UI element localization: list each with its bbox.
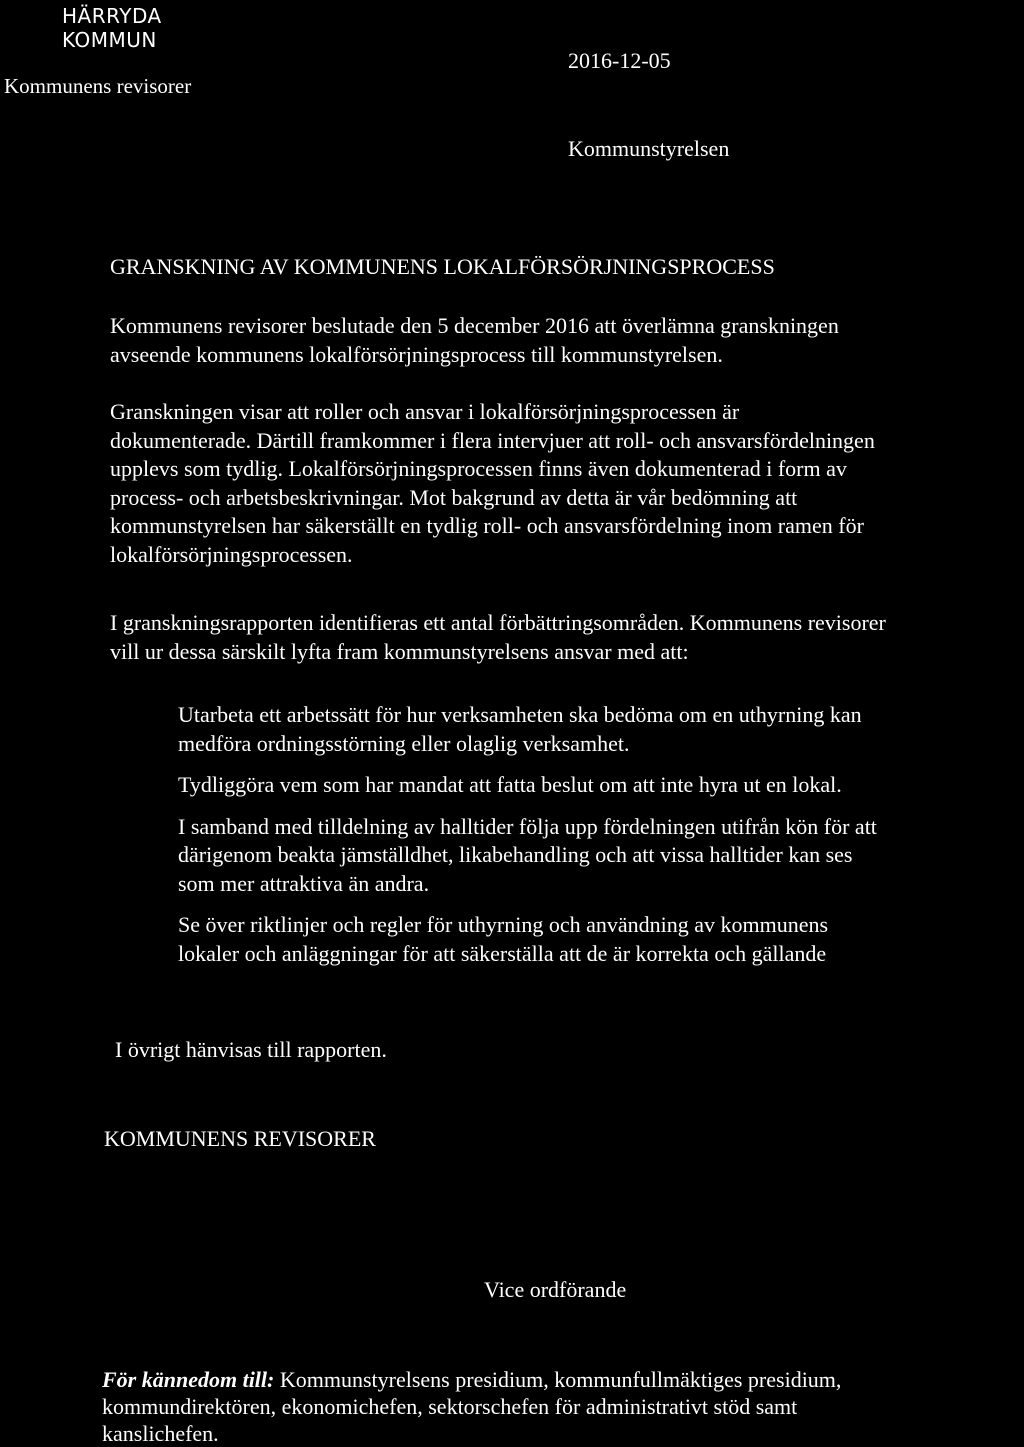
paragraph-line: vill ur dessa särskilt lyfta fram kommunstyrelsens ansvar med att:: [110, 638, 689, 664]
list-item-line: Utarbeta ett arbetssätt för hur verksamheten ska bedöma om en uthyrning kan: [178, 702, 862, 727]
list-item: [178, 911, 1018, 968]
sender: Kommunens revisorer: [4, 74, 192, 98]
paragraph-line: Kommunens revisorer beslutade den 5 december 2016 att överlämna granskningen: [110, 313, 839, 338]
paragraph-line: process- och arbetsbeskrivningar. Mot bakgrund av detta är vår bedömning att: [110, 484, 798, 510]
paragraph-line: dokumenterade. Därtill framkommer i flera intervjuer att roll- och ansvarsfördelningen: [110, 427, 875, 453]
cc-first-line: [102, 1366, 841, 1393]
paragraph-improvements: [110, 609, 1022, 666]
cc-line: kommundirektören, ekonomichefen, sektorschefen för administrativt stöd samt: [102, 1394, 798, 1419]
copy-recipients: [102, 1366, 841, 1447]
list-item: [178, 771, 1018, 800]
cc-line: kanslichefen.: [102, 1421, 219, 1446]
recipient: Kommunstyrelsen: [568, 136, 730, 161]
signature-organization: KOMMUNENS REVISORER: [104, 1126, 376, 1151]
paragraph-line: lokalförsörjningsprocessen.: [110, 541, 353, 567]
closing-remark: I övrigt hänvisas till rapporten.: [115, 1037, 387, 1062]
cc-label: För kännedom till:: [102, 1367, 275, 1392]
logo: [62, 4, 162, 52]
list-item-line: medföra ordningsstörning eller olaglig verksamhet.: [178, 730, 630, 756]
list-item: [178, 701, 1018, 758]
paragraph-decision: [110, 312, 1022, 369]
paragraph-findings: [110, 398, 1022, 569]
list-item-line: lokaler och anläggningar för att säkerställa att de är korrekta och gällande: [178, 940, 827, 966]
signature-role: Vice ordförande: [484, 1277, 627, 1302]
list-item-line: Se över riktlinjer och regler för uthyrning och användning av kommunens: [178, 912, 829, 937]
logo-line-2: KOMMUN: [62, 28, 157, 52]
list-item-line: Tydliggöra vem som har mandat att fatta beslut om att inte hyra ut en lokal.: [178, 772, 842, 797]
list-item-line: I samband med tilldelning av halltider följa upp fördelningen utifrån kön för att: [178, 813, 877, 839]
improvement-list: [178, 701, 1018, 981]
list-item-line: därigenom beakta jämställdhet, likabehandling och att vissa halltider kan ses: [178, 842, 853, 867]
list-item-line: som mer attraktiva än andra.: [178, 870, 430, 896]
date: 2016-12-05: [568, 48, 671, 73]
paragraph-line: kommunstyrelsen har säkerställt en tydlig roll- och ansvarsfördelning inom ramen för: [110, 513, 864, 538]
paragraph-line: avseende kommunens lokalförsörjningsprocess till kommunstyrelsen.: [110, 341, 723, 367]
document-heading: GRANSKNING AV KOMMUNENS LOKALFÖRSÖRJNINGSPROCESS: [110, 254, 775, 279]
list-item: [178, 813, 1018, 899]
logo-line-1: HÄRRYDA: [62, 4, 162, 28]
paragraph-line: upplevs som tydlig. Lokalförsörjningsprocessen finns även dokumenterad i form av: [110, 456, 847, 481]
cc-line: Kommunstyrelsens presidium, kommunfullmäktiges presidium,: [274, 1367, 842, 1392]
paragraph-line: Granskningen visar att roller och ansvar i lokalförsörjningsprocessen är: [110, 399, 740, 424]
paragraph-line: I granskningsrapporten identifieras ett antal förbättringsområden. Kommunens revisorer: [110, 610, 886, 635]
